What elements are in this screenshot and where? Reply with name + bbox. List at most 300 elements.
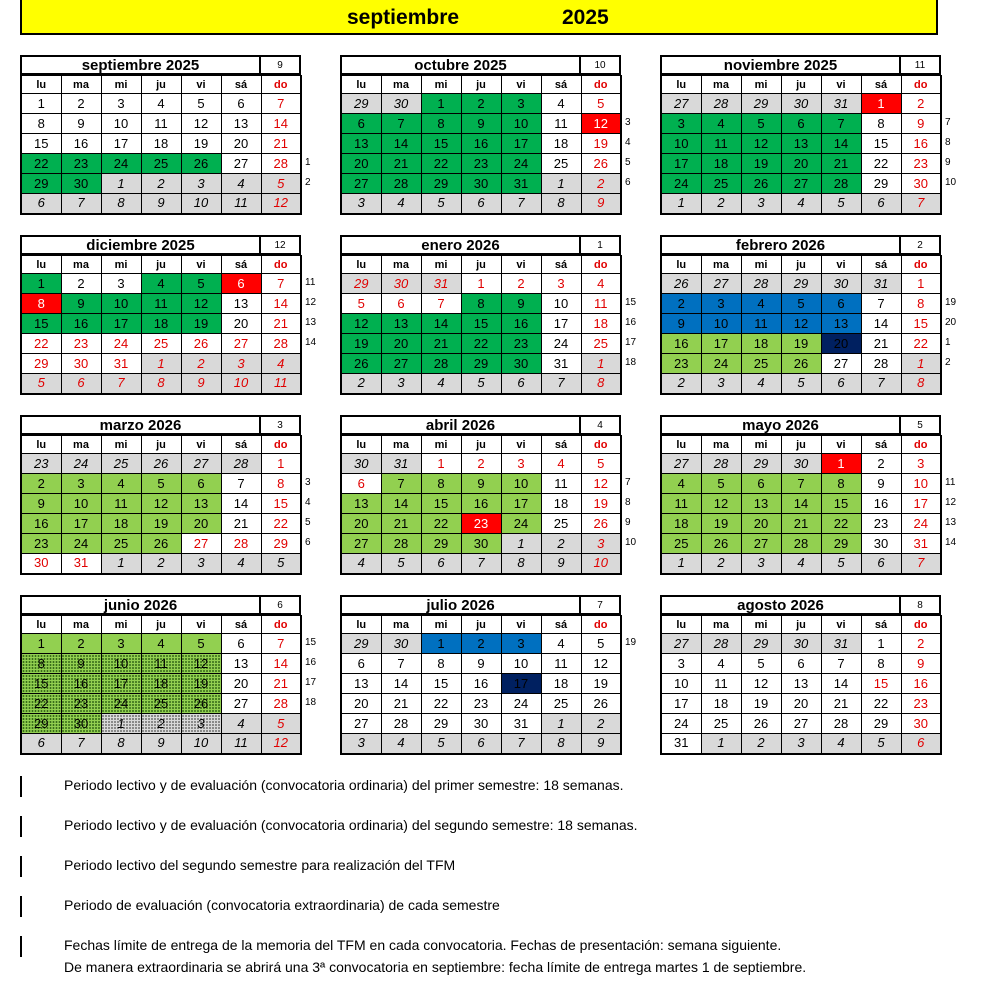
- day-cell: 14: [781, 494, 821, 514]
- day-cell: 18: [141, 134, 181, 154]
- month-number: 4: [581, 415, 621, 435]
- day-cell: 12: [261, 194, 301, 214]
- weekday-header: do: [581, 256, 621, 274]
- weekday-header: do: [901, 616, 941, 634]
- day-cell: 26: [741, 174, 781, 194]
- day-cell: 8: [141, 374, 181, 394]
- day-cell: 10: [541, 294, 581, 314]
- day-cell: 31: [821, 94, 861, 114]
- day-cell: 1: [101, 714, 141, 734]
- month-number: 1: [581, 235, 621, 255]
- day-cell: 2: [181, 354, 221, 374]
- day-cell: 1: [101, 174, 141, 194]
- day-cell: 10: [661, 134, 701, 154]
- day-cell: 18: [581, 314, 621, 334]
- weekday-header: ju: [781, 76, 821, 94]
- day-cell: 3: [541, 274, 581, 294]
- day-cell: 4: [381, 194, 421, 214]
- day-cell: 23: [461, 694, 501, 714]
- day-cell: 9: [661, 314, 701, 334]
- day-cell: 11: [581, 294, 621, 314]
- day-cell: 23: [901, 154, 941, 174]
- day-cell: 8: [861, 114, 901, 134]
- day-cell: 26: [181, 154, 221, 174]
- day-cell: 20: [781, 694, 821, 714]
- week-number: 16: [305, 657, 317, 668]
- day-cell: 19: [741, 154, 781, 174]
- weekday-header: do: [261, 256, 301, 274]
- legend-swatch: [20, 896, 22, 917]
- weekday-header: mi: [101, 616, 141, 634]
- weekday-header: lu: [341, 256, 381, 274]
- legend-text-secondary: De manera extraordinaria se abrirá una 3ª convocatoria en septiembre: fecha límite de entrega martes 1 de septiembre.: [64, 959, 807, 975]
- day-cell: 4: [701, 114, 741, 134]
- day-cell: 27: [781, 714, 821, 734]
- week-number: 5: [625, 157, 631, 168]
- day-cell: 8: [421, 474, 461, 494]
- day-cell: 15: [21, 134, 61, 154]
- day-cell: 17: [101, 674, 141, 694]
- weekday-header: ma: [701, 76, 741, 94]
- weekday-header: vi: [501, 256, 541, 274]
- day-cell: 20: [221, 314, 261, 334]
- month-days-table: [660, 255, 942, 395]
- day-cell: 13: [741, 494, 781, 514]
- day-cell: 7: [901, 194, 941, 214]
- day-cell: 26: [661, 274, 701, 294]
- day-cell: 16: [61, 674, 101, 694]
- day-cell: 14: [861, 314, 901, 334]
- weekday-header: ju: [461, 616, 501, 634]
- day-cell: 26: [581, 154, 621, 174]
- day-cell: 31: [901, 534, 941, 554]
- day-cell: 18: [141, 314, 181, 334]
- day-cell: 8: [21, 114, 61, 134]
- day-cell: 16: [861, 494, 901, 514]
- weekday-header: ju: [461, 256, 501, 274]
- weekday-header: ju: [141, 436, 181, 454]
- day-cell: 9: [61, 114, 101, 134]
- day-cell: 29: [421, 714, 461, 734]
- day-cell: 4: [541, 94, 581, 114]
- banner-year: 2025: [562, 6, 609, 29]
- day-cell: 22: [461, 334, 501, 354]
- month-number: 10: [581, 55, 621, 75]
- day-cell: 3: [581, 534, 621, 554]
- day-cell: 24: [61, 454, 101, 474]
- day-cell: 11: [221, 194, 261, 214]
- day-cell: 12: [741, 674, 781, 694]
- day-cell: 31: [861, 274, 901, 294]
- day-cell: 15: [861, 674, 901, 694]
- weekday-header: vi: [501, 616, 541, 634]
- day-cell: 26: [141, 454, 181, 474]
- day-cell: 26: [781, 354, 821, 374]
- legend-text: Periodo lectivo y de evaluación (convocatoria ordinaria) del primer semestre: 18 semanas.: [64, 777, 624, 793]
- day-cell: 9: [861, 474, 901, 494]
- day-cell: 6: [501, 374, 541, 394]
- day-cell: 20: [341, 154, 381, 174]
- day-cell: 2: [581, 714, 621, 734]
- day-cell: 3: [101, 274, 141, 294]
- month-title: junio 2026: [20, 595, 261, 615]
- weekday-header: ma: [381, 616, 421, 634]
- day-cell: 25: [541, 514, 581, 534]
- weekday-header: sá: [221, 436, 261, 454]
- month-title: enero 2026: [340, 235, 581, 255]
- day-cell: 9: [141, 194, 181, 214]
- day-cell: 22: [821, 514, 861, 534]
- day-cell: 16: [61, 134, 101, 154]
- day-cell: 30: [861, 534, 901, 554]
- day-cell: 7: [221, 474, 261, 494]
- day-cell: 3: [181, 174, 221, 194]
- day-cell: 15: [821, 494, 861, 514]
- day-cell: 8: [501, 554, 541, 574]
- day-cell: 6: [741, 474, 781, 494]
- day-cell: 20: [221, 134, 261, 154]
- day-cell: 2: [701, 554, 741, 574]
- day-cell: 30: [381, 274, 421, 294]
- day-cell: 10: [101, 654, 141, 674]
- week-number: 17: [625, 337, 637, 348]
- day-cell: 20: [221, 674, 261, 694]
- day-cell: 21: [261, 314, 301, 334]
- day-cell: 4: [141, 274, 181, 294]
- day-cell: 6: [381, 294, 421, 314]
- day-cell: 21: [781, 514, 821, 534]
- day-cell: 5: [821, 554, 861, 574]
- day-cell: 7: [421, 294, 461, 314]
- weekday-header: vi: [501, 76, 541, 94]
- weekday-header: vi: [181, 616, 221, 634]
- week-number: 11: [945, 477, 956, 488]
- day-cell: 19: [741, 694, 781, 714]
- day-cell: 4: [341, 554, 381, 574]
- day-cell: 27: [341, 534, 381, 554]
- day-cell: 17: [101, 134, 141, 154]
- weekday-header: lu: [21, 76, 61, 94]
- weekday-header: ma: [381, 436, 421, 454]
- week-number: 9: [945, 157, 951, 168]
- day-cell: 23: [461, 154, 501, 174]
- day-cell: 6: [181, 474, 221, 494]
- day-cell: 27: [341, 714, 381, 734]
- day-cell: 30: [821, 274, 861, 294]
- day-cell: 1: [661, 554, 701, 574]
- weekday-header: ju: [461, 76, 501, 94]
- day-cell: 9: [461, 654, 501, 674]
- day-cell: 5: [381, 554, 421, 574]
- day-cell: 1: [661, 194, 701, 214]
- day-cell: 30: [61, 174, 101, 194]
- day-cell: 5: [261, 554, 301, 574]
- day-cell: 4: [261, 354, 301, 374]
- day-cell: 8: [261, 474, 301, 494]
- day-cell: 1: [461, 274, 501, 294]
- day-cell: 3: [341, 734, 381, 754]
- day-cell: 2: [461, 634, 501, 654]
- day-cell: 10: [501, 654, 541, 674]
- day-cell: 5: [181, 274, 221, 294]
- day-cell: 29: [341, 94, 381, 114]
- day-cell: 30: [461, 714, 501, 734]
- weekday-header: lu: [341, 76, 381, 94]
- day-cell: 16: [661, 334, 701, 354]
- day-cell: 30: [781, 634, 821, 654]
- day-cell: 14: [821, 134, 861, 154]
- weekday-header: lu: [661, 436, 701, 454]
- day-cell: 30: [501, 354, 541, 374]
- weekday-header: do: [261, 616, 301, 634]
- day-cell: 16: [461, 494, 501, 514]
- day-cell: 11: [101, 494, 141, 514]
- day-cell: 25: [141, 334, 181, 354]
- day-cell: 29: [21, 714, 61, 734]
- day-cell: 5: [781, 294, 821, 314]
- day-cell: 12: [781, 314, 821, 334]
- day-cell: 31: [421, 274, 461, 294]
- week-number: 20: [945, 317, 957, 328]
- week-number: 4: [625, 137, 631, 148]
- day-cell: 20: [181, 514, 221, 534]
- day-cell: 5: [261, 174, 301, 194]
- day-cell: 11: [261, 374, 301, 394]
- day-cell: 2: [741, 734, 781, 754]
- day-cell: 20: [821, 334, 861, 354]
- day-cell: 1: [421, 634, 461, 654]
- day-cell: 7: [901, 554, 941, 574]
- day-cell: 8: [901, 294, 941, 314]
- legend-swatch: [20, 816, 22, 837]
- day-cell: 6: [461, 194, 501, 214]
- day-cell: 6: [861, 194, 901, 214]
- day-cell: 3: [701, 374, 741, 394]
- day-cell: 12: [341, 314, 381, 334]
- day-cell: 16: [901, 134, 941, 154]
- day-cell: 4: [141, 634, 181, 654]
- weekday-header: ma: [61, 76, 101, 94]
- day-cell: 7: [381, 114, 421, 134]
- day-cell: 5: [21, 374, 61, 394]
- day-cell: 21: [381, 514, 421, 534]
- day-cell: 19: [341, 334, 381, 354]
- day-cell: 28: [861, 354, 901, 374]
- day-cell: 3: [101, 94, 141, 114]
- day-cell: 10: [901, 474, 941, 494]
- day-cell: 2: [901, 634, 941, 654]
- day-cell: 1: [101, 554, 141, 574]
- weekday-header: ju: [781, 616, 821, 634]
- day-cell: 31: [661, 734, 701, 754]
- day-cell: 5: [261, 714, 301, 734]
- day-cell: 28: [781, 534, 821, 554]
- month-days-table: [660, 435, 942, 575]
- month-number: 2: [901, 235, 941, 255]
- weekday-header: vi: [181, 436, 221, 454]
- day-cell: 17: [501, 674, 541, 694]
- day-cell: 29: [341, 274, 381, 294]
- day-cell: 24: [701, 354, 741, 374]
- day-cell: 21: [821, 694, 861, 714]
- weekday-header: sá: [221, 256, 261, 274]
- day-cell: 13: [221, 654, 261, 674]
- day-cell: 16: [461, 674, 501, 694]
- day-cell: 6: [781, 654, 821, 674]
- month-days-table: [340, 255, 622, 395]
- week-number: 14: [305, 337, 317, 348]
- day-cell: 14: [261, 294, 301, 314]
- day-cell: 30: [341, 454, 381, 474]
- day-cell: 30: [461, 174, 501, 194]
- day-cell: 13: [181, 494, 221, 514]
- day-cell: 7: [61, 734, 101, 754]
- day-cell: 2: [661, 294, 701, 314]
- day-cell: 9: [181, 374, 221, 394]
- day-cell: 19: [181, 674, 221, 694]
- day-cell: 31: [101, 354, 141, 374]
- day-cell: 2: [141, 714, 181, 734]
- day-cell: 25: [141, 154, 181, 174]
- day-cell: 29: [861, 714, 901, 734]
- day-cell: 12: [181, 114, 221, 134]
- weekday-header: mi: [741, 616, 781, 634]
- week-number: 8: [625, 497, 631, 508]
- day-cell: 5: [341, 294, 381, 314]
- day-cell: 31: [541, 354, 581, 374]
- day-cell: 1: [261, 454, 301, 474]
- day-cell: 14: [421, 314, 461, 334]
- day-cell: 8: [541, 734, 581, 754]
- day-cell: 17: [541, 314, 581, 334]
- day-cell: 21: [261, 134, 301, 154]
- week-number: 19: [625, 637, 637, 648]
- day-cell: 3: [661, 654, 701, 674]
- day-cell: 7: [261, 274, 301, 294]
- day-cell: 28: [381, 714, 421, 734]
- legend-swatch-color: [21, 937, 22, 957]
- day-cell: 11: [541, 474, 581, 494]
- day-cell: 11: [541, 114, 581, 134]
- day-cell: 19: [141, 514, 181, 534]
- day-cell: 1: [541, 174, 581, 194]
- day-cell: 1: [141, 354, 181, 374]
- day-cell: 13: [821, 314, 861, 334]
- day-cell: 1: [421, 94, 461, 114]
- day-cell: 7: [501, 734, 541, 754]
- day-cell: 29: [861, 174, 901, 194]
- month-title: agosto 2026: [660, 595, 901, 615]
- weekday-header: lu: [661, 256, 701, 274]
- day-cell: 11: [661, 494, 701, 514]
- day-cell: 3: [61, 474, 101, 494]
- day-cell: 9: [461, 474, 501, 494]
- day-cell: 28: [221, 534, 261, 554]
- month-number: 12: [261, 235, 301, 255]
- day-cell: 11: [141, 654, 181, 674]
- week-number: 11: [305, 277, 316, 288]
- weekday-header: lu: [661, 76, 701, 94]
- day-cell: 18: [141, 674, 181, 694]
- day-cell: 5: [181, 634, 221, 654]
- day-cell: 23: [61, 694, 101, 714]
- day-cell: 7: [861, 294, 901, 314]
- day-cell: 29: [821, 534, 861, 554]
- day-cell: 20: [341, 514, 381, 534]
- day-cell: 18: [661, 514, 701, 534]
- day-cell: 4: [741, 294, 781, 314]
- day-cell: 12: [741, 134, 781, 154]
- day-cell: 6: [821, 374, 861, 394]
- day-cell: 11: [701, 134, 741, 154]
- day-cell: 13: [781, 134, 821, 154]
- day-cell: 16: [501, 314, 541, 334]
- day-cell: 26: [581, 694, 621, 714]
- day-cell: 12: [581, 474, 621, 494]
- day-cell: 9: [581, 734, 621, 754]
- day-cell: 24: [541, 334, 581, 354]
- day-cell: 25: [581, 334, 621, 354]
- day-cell: 28: [261, 334, 301, 354]
- weekday-header: ju: [141, 256, 181, 274]
- day-cell: 26: [181, 334, 221, 354]
- day-cell: 7: [381, 654, 421, 674]
- weekday-header: vi: [821, 616, 861, 634]
- weekday-header: sá: [541, 76, 581, 94]
- month-number: 8: [901, 595, 941, 615]
- weekday-header: lu: [341, 616, 381, 634]
- day-cell: 1: [861, 634, 901, 654]
- day-cell: 27: [661, 94, 701, 114]
- day-cell: 6: [221, 634, 261, 654]
- weekday-header: sá: [541, 256, 581, 274]
- day-cell: 10: [101, 114, 141, 134]
- day-cell: 22: [421, 694, 461, 714]
- day-cell: 8: [581, 374, 621, 394]
- day-cell: 6: [461, 734, 501, 754]
- day-cell: 3: [221, 354, 261, 374]
- day-cell: 29: [21, 354, 61, 374]
- day-cell: 10: [661, 674, 701, 694]
- day-cell: 3: [661, 114, 701, 134]
- day-cell: 22: [421, 154, 461, 174]
- day-cell: 1: [901, 274, 941, 294]
- weekday-header: sá: [861, 616, 901, 634]
- day-cell: 7: [381, 474, 421, 494]
- week-number: 18: [625, 357, 637, 368]
- day-cell: 30: [901, 714, 941, 734]
- legend-text: Periodo de evaluación (convocatoria extraordinaria) de cada semestre: [64, 897, 500, 913]
- day-cell: 4: [741, 374, 781, 394]
- day-cell: 8: [21, 294, 61, 314]
- day-cell: 10: [181, 194, 221, 214]
- day-cell: 21: [861, 334, 901, 354]
- day-cell: 15: [21, 674, 61, 694]
- day-cell: 29: [741, 94, 781, 114]
- month-number: 6: [261, 595, 301, 615]
- day-cell: 26: [341, 354, 381, 374]
- day-cell: 9: [501, 294, 541, 314]
- weekday-header: vi: [181, 76, 221, 94]
- day-cell: 28: [701, 94, 741, 114]
- day-cell: 1: [821, 454, 861, 474]
- day-cell: 28: [421, 354, 461, 374]
- day-cell: 17: [661, 154, 701, 174]
- day-cell: 2: [141, 174, 181, 194]
- day-cell: 28: [821, 714, 861, 734]
- day-cell: 7: [821, 654, 861, 674]
- day-cell: 15: [461, 314, 501, 334]
